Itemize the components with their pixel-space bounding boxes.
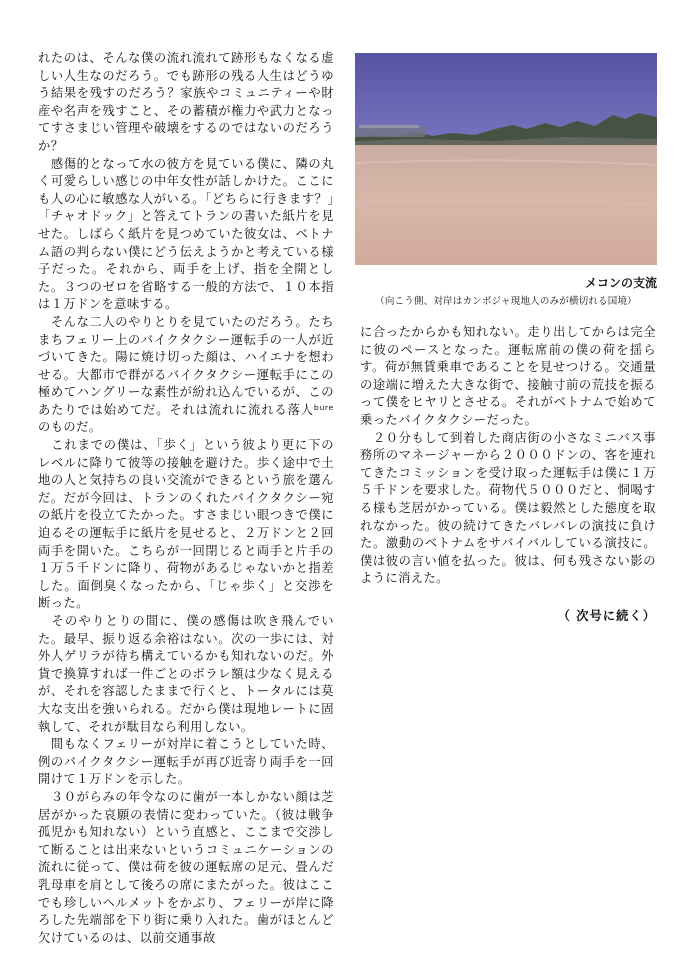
paragraph: に合ったからかも知れない。走り出してからは完全に彼のペースとなった。運転席前の僕の荷を揺らす。荷が無賃乗車であることを見せつける。交通量の途端に増えた大きな街で、接触寸前の荒技を振るって僕をヒヤリとさせる。それがベトナムで始めて乗ったバイクタクシーだった。 [360,325,656,427]
paragraph: 間もなくフェリーが対岸に着こうとしていた時、例のバイクタクシー運転手が再び近寄り両手を一回開けて１万ドンを示した。 [38,737,334,787]
photo-caption-title: メコンの支流 [584,276,657,290]
paragraph: そのやりとりの間に、僕の感傷は吹き飛んでいた。最早、振り返る余裕はない。次の一歩には、対外人ゲリラが待ち構えているかも知れないのだ。外貨で換算すれば一件ごとのボラレ額は少なく見えるが、それを容認したままで行くと、トータルには莫大な支出を強いられる。だから僕は現地レートに固執して、それが駄目なら利用しない。 [38,614,334,734]
right-text-column [360,324,656,588]
paragraph: そんな二人のやりとりを見ていたのだろう。たちまちフェリー上のバイクタクシー運転手の一人が近づいてきた。陽に焼け切った顔は、ハイエナを想わせる。大都市で群がるバイクタクシー運転手にこの極めてハングリーな素性が紛れ込んでいるが、このあたりでは始めてだ。それは流れに流れる落人ᵇᵘʳᵉのものだ。 [38,314,334,435]
paragraph: これまでの僕は、「歩く」という彼より更に下のレベルに降りて彼等の接触を避けた。歩く途中で土地の人と気持ちの良い交流ができるという旅を選んだ。だが今回は、トランのくれたバイクタクシー宛の紙片を役立てたかった。すさまじい眼つきで僕に迫るその運転手に紙片を見せると、２万ドンと２回両手を開いた。こちらが一回閉じると両手と片手の１万５千ドンに降り、荷物があるじゃないかと指差した。面倒臭くなったから、「じゃ歩く」と交渉を断った。 [38,438,334,611]
paragraph: ３０がらみの年令なのに歯が一本しかない顔は芝居がかった哀願の表情に変わっていた。（彼は戦争孤児かも知れない）という直感と、ここまで交渉して断ることは出来ないというコミュニケーションの流れに従って、僕は荷を彼の運転席の足元、畳んだ乳母車を肩として後ろの席にまたがった。彼はここでも珍しいヘルメットをかぶり、フェリーが岸に降ろした先端部を下り街に乗り入れた。歯がほとんど欠けているのは、以前交通事故 [38,789,334,945]
mekong-river-photo [355,53,657,265]
photo-caption-subtitle: （向こう側、対岸はカンボジャ現地人のみが横切れる国境） [375,296,637,307]
left-text-column [38,50,334,947]
paragraph: れたのは、そんな僕の流れ流れて跡形もなくなる虚しい人生なのだろう。でも跡形の残る人生はどうゆう結果を残すのだろう？家族やコミュニティーや財産や名声を残すこと、その蓄積が権力や武力となってすさまじい管理や破壊をするのではないのだろうか？ [38,51,334,153]
paragraph: ２０分もして到着した商店街の小さなミニバス事務所のマネージャーから２０００ドンの、客を連れてきたコミッションを受け取った運転手は僕に１万５千ドンを要求した。荷物代５０００だと、恫喝する様も芝居がかっている。僕は毅然とした態度を取れなかった。彼の続けてきたバレバレの演技に負けた。激動のベトナムをサバイバルしている演技に。僕は彼の言い値を払った。彼は、何も残さない影のように消えた。 [360,430,656,586]
paragraph: 感傷的となって水の彼方を見ている僕に、隣の丸く可愛らしい感じの中年女性が話しかけた。ここにも人の心に敏感な人がいる。「どちらに行きます？」「チャオドック」と答えてトランの書いた紙片を見せた。しばらく紙片を見つめていた彼女は、ベトナム語の判らない僕にどう伝えようかと考えている様子だった。それから、両手を上げ、指を全開とした。３つのゼロを省略する一般的方法で、１０本指は１万ドンを意味する。 [38,156,334,312]
continued-note: （ 次号に続く） [557,609,656,623]
